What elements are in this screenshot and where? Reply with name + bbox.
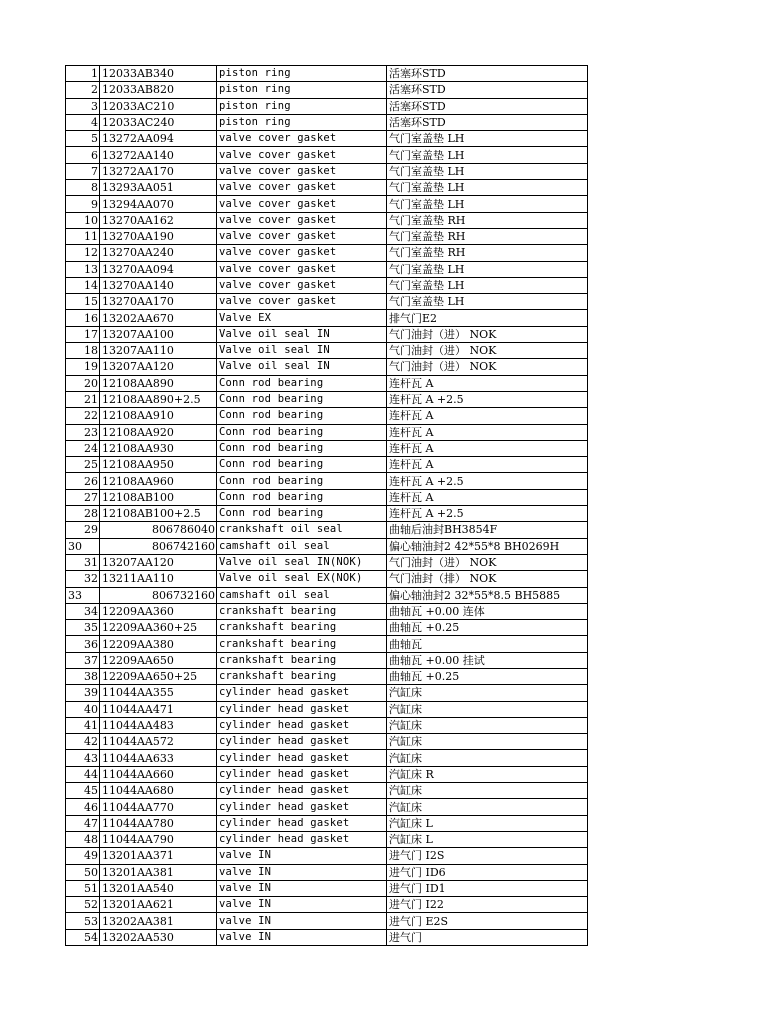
part-number-cell[interactable]: 12209AA650+25 — [100, 668, 217, 684]
chinese-name-cell[interactable]: 曲轴瓦 +0.25 — [387, 668, 588, 684]
chinese-name-cell[interactable]: 曲轴瓦 — [387, 636, 588, 652]
row-number-cell[interactable]: 10 — [66, 212, 100, 228]
english-name-cell[interactable]: valve cover gasket — [217, 261, 387, 277]
part-number-cell[interactable]: 13202AA530 — [100, 929, 217, 945]
english-name-cell[interactable]: cylinder head gasket — [217, 799, 387, 815]
chinese-name-cell[interactable]: 连杆瓦 A — [387, 375, 588, 391]
row-number-cell[interactable]: 52 — [66, 897, 100, 913]
table-row — [66, 783, 588, 799]
english-name-cell[interactable]: valve IN — [217, 864, 387, 880]
table-row — [66, 587, 588, 603]
english-name-cell[interactable]: cylinder head gasket — [217, 815, 387, 831]
table-row — [66, 522, 588, 538]
row-number-cell[interactable]: 46 — [66, 799, 100, 815]
chinese-name-cell[interactable]: 气门室盖垫 LH — [387, 180, 588, 196]
part-number-cell[interactable]: 13270AA162 — [100, 212, 217, 228]
row-number-cell[interactable]: 16 — [66, 310, 100, 326]
english-name-cell[interactable]: piston ring — [217, 82, 387, 98]
parts-table-body — [66, 66, 588, 946]
row-number-cell[interactable]: 23 — [66, 424, 100, 440]
chinese-name-cell[interactable]: 曲轴后油封BH3854F — [387, 522, 588, 538]
part-number-cell[interactable]: 12209AA650 — [100, 652, 217, 668]
row-number-cell[interactable]: 50 — [66, 864, 100, 880]
row-number-cell[interactable]: 41 — [66, 717, 100, 733]
english-name-cell[interactable]: Conn rod bearing — [217, 489, 387, 505]
chinese-name-cell[interactable]: 连杆瓦 A — [387, 424, 588, 440]
part-number-cell[interactable]: 12108AB100 — [100, 489, 217, 505]
english-name-cell[interactable]: valve cover gasket — [217, 180, 387, 196]
chinese-name-cell[interactable]: 气门室盖垫 RH — [387, 212, 588, 228]
table-row — [66, 571, 588, 587]
part-number-cell[interactable]: 806732160 — [100, 587, 217, 603]
row-number-cell[interactable]: 24 — [66, 440, 100, 456]
part-number-cell[interactable]: 13270AA240 — [100, 245, 217, 261]
table-row — [66, 98, 588, 114]
chinese-name-cell[interactable]: 气门室盖垫 LH — [387, 196, 588, 212]
table-row — [66, 66, 588, 82]
row-number-cell[interactable]: 9 — [66, 196, 100, 212]
row-number-cell[interactable]: 26 — [66, 473, 100, 489]
row-number-cell[interactable]: 5 — [66, 131, 100, 147]
english-name-cell[interactable]: valve IN — [217, 880, 387, 896]
english-name-cell[interactable]: crankshaft bearing — [217, 652, 387, 668]
row-number-cell[interactable]: 37 — [66, 652, 100, 668]
row-number-cell[interactable]: 30 — [66, 538, 100, 554]
table-row — [66, 408, 588, 424]
table-row — [66, 163, 588, 179]
table-row — [66, 440, 588, 456]
english-name-cell[interactable]: crankshaft oil seal — [217, 522, 387, 538]
table-row — [66, 277, 588, 293]
chinese-name-cell[interactable]: 进气门 E2S — [387, 913, 588, 929]
table-row — [66, 620, 588, 636]
row-number-cell[interactable]: 29 — [66, 522, 100, 538]
part-number-cell[interactable]: 13293AA051 — [100, 180, 217, 196]
english-name-cell[interactable]: valve IN — [217, 929, 387, 945]
table-row — [66, 294, 588, 310]
row-number-cell[interactable]: 22 — [66, 408, 100, 424]
english-name-cell[interactable]: Conn rod bearing — [217, 506, 387, 522]
table-row — [66, 538, 588, 554]
table-row — [66, 636, 588, 652]
table-row — [66, 815, 588, 831]
table-row — [66, 375, 588, 391]
part-number-cell[interactable]: 13270AA190 — [100, 228, 217, 244]
english-name-cell[interactable]: Conn rod bearing — [217, 408, 387, 424]
part-number-cell[interactable]: 12033AC240 — [100, 114, 217, 130]
chinese-name-cell[interactable]: 汽缸床 — [387, 750, 588, 766]
row-number-cell[interactable]: 42 — [66, 734, 100, 750]
part-number-cell[interactable]: 12108AA960 — [100, 473, 217, 489]
chinese-name-cell[interactable]: 汽缸床 L — [387, 831, 588, 847]
part-number-cell[interactable]: 12108AA920 — [100, 424, 217, 440]
part-number-cell[interactable]: 12108AB100+2.5 — [100, 506, 217, 522]
chinese-name-cell[interactable]: 气门室盖垫 LH — [387, 147, 588, 163]
table-row — [66, 180, 588, 196]
chinese-name-cell[interactable]: 活塞环STD — [387, 98, 588, 114]
row-number-cell[interactable]: 13 — [66, 261, 100, 277]
row-number-cell[interactable]: 14 — [66, 277, 100, 293]
english-name-cell[interactable]: cylinder head gasket — [217, 734, 387, 750]
english-name-cell[interactable]: Valve oil seal EX(NOK) — [217, 571, 387, 587]
part-number-cell[interactable]: 13211AA110 — [100, 571, 217, 587]
english-name-cell[interactable]: valve cover gasket — [217, 228, 387, 244]
chinese-name-cell[interactable]: 偏心轴油封2 32*55*8.5 BH5885 — [387, 587, 588, 603]
table-row — [66, 506, 588, 522]
part-number-cell[interactable]: 13201AA371 — [100, 848, 217, 864]
chinese-name-cell[interactable]: 活塞环STD — [387, 114, 588, 130]
row-number-cell[interactable]: 54 — [66, 929, 100, 945]
table-row — [66, 864, 588, 880]
chinese-name-cell[interactable]: 曲轴瓦 +0.00 挂试 — [387, 652, 588, 668]
table-row — [66, 228, 588, 244]
chinese-name-cell[interactable]: 汽缸床 — [387, 701, 588, 717]
part-number-cell[interactable]: 13207AA120 — [100, 554, 217, 570]
row-number-cell[interactable]: 18 — [66, 343, 100, 359]
row-number-cell[interactable]: 31 — [66, 554, 100, 570]
part-number-cell[interactable]: 11044AA355 — [100, 685, 217, 701]
english-name-cell[interactable]: Conn rod bearing — [217, 375, 387, 391]
table-row — [66, 603, 588, 619]
part-number-cell[interactable]: 12209AA380 — [100, 636, 217, 652]
part-number-cell[interactable]: 11044AA780 — [100, 815, 217, 831]
chinese-name-cell[interactable]: 气门室盖垫 RH — [387, 245, 588, 261]
chinese-name-cell[interactable]: 曲轴瓦 +0.00 连体 — [387, 603, 588, 619]
english-name-cell[interactable]: Valve oil seal IN — [217, 326, 387, 342]
part-number-cell[interactable]: 12209AA360 — [100, 603, 217, 619]
row-number-cell[interactable]: 32 — [66, 571, 100, 587]
english-name-cell[interactable]: Conn rod bearing — [217, 391, 387, 407]
part-number-cell[interactable]: 11044AA790 — [100, 831, 217, 847]
part-number-cell[interactable]: 11044AA660 — [100, 766, 217, 782]
chinese-name-cell[interactable]: 进气门 ID6 — [387, 864, 588, 880]
chinese-name-cell[interactable]: 气门室盖垫 LH — [387, 163, 588, 179]
part-number-cell[interactable]: 13294AA070 — [100, 196, 217, 212]
part-number-cell[interactable]: 11044AA633 — [100, 750, 217, 766]
chinese-name-cell[interactable]: 气门室盖垫 LH — [387, 294, 588, 310]
part-number-cell[interactable]: 13272AA140 — [100, 147, 217, 163]
english-name-cell[interactable]: cylinder head gasket — [217, 750, 387, 766]
row-number-cell[interactable]: 35 — [66, 620, 100, 636]
english-name-cell[interactable]: Valve oil seal IN(NOK) — [217, 554, 387, 570]
row-number-cell[interactable]: 33 — [66, 587, 100, 603]
table-row — [66, 799, 588, 815]
row-number-cell[interactable]: 19 — [66, 359, 100, 375]
chinese-name-cell[interactable]: 汽缸床 — [387, 685, 588, 701]
english-name-cell[interactable]: cylinder head gasket — [217, 701, 387, 717]
row-number-cell[interactable]: 39 — [66, 685, 100, 701]
chinese-name-cell[interactable]: 气门油封（进） NOK — [387, 554, 588, 570]
chinese-name-cell[interactable]: 连杆瓦 A — [387, 457, 588, 473]
row-number-cell[interactable]: 11 — [66, 228, 100, 244]
english-name-cell[interactable]: valve cover gasket — [217, 212, 387, 228]
table-row — [66, 147, 588, 163]
table-row — [66, 734, 588, 750]
chinese-name-cell[interactable]: 活塞环STD — [387, 66, 588, 82]
row-number-cell[interactable]: 20 — [66, 375, 100, 391]
chinese-name-cell[interactable]: 气门室盖垫 RH — [387, 228, 588, 244]
table-row — [66, 897, 588, 913]
english-name-cell[interactable]: crankshaft bearing — [217, 603, 387, 619]
table-row — [66, 359, 588, 375]
chinese-name-cell[interactable]: 进气门 I2S — [387, 848, 588, 864]
english-name-cell[interactable]: piston ring — [217, 66, 387, 82]
english-name-cell[interactable]: valve cover gasket — [217, 163, 387, 179]
part-number-cell[interactable]: 12108AA890+2.5 — [100, 391, 217, 407]
row-number-cell[interactable]: 27 — [66, 489, 100, 505]
english-name-cell[interactable]: camshaft oil seal — [217, 587, 387, 603]
row-number-cell[interactable]: 47 — [66, 815, 100, 831]
parts-table — [65, 65, 588, 946]
table-row — [66, 245, 588, 261]
english-name-cell[interactable]: Conn rod bearing — [217, 457, 387, 473]
table-row — [66, 310, 588, 326]
chinese-name-cell[interactable]: 汽缸床 L — [387, 815, 588, 831]
table-row — [66, 766, 588, 782]
part-number-cell[interactable]: 13207AA100 — [100, 326, 217, 342]
chinese-name-cell[interactable]: 气门油封（进） NOK — [387, 343, 588, 359]
english-name-cell[interactable]: valve IN — [217, 897, 387, 913]
table-row — [66, 668, 588, 684]
table-row — [66, 424, 588, 440]
table-row — [66, 750, 588, 766]
english-name-cell[interactable]: cylinder head gasket — [217, 783, 387, 799]
english-name-cell[interactable]: camshaft oil seal — [217, 538, 387, 554]
chinese-name-cell[interactable]: 排气门E2 — [387, 310, 588, 326]
row-number-cell[interactable]: 34 — [66, 603, 100, 619]
part-number-cell[interactable]: 12108AA910 — [100, 408, 217, 424]
english-name-cell[interactable]: Valve oil seal IN — [217, 343, 387, 359]
table-row — [66, 196, 588, 212]
row-number-cell[interactable]: 53 — [66, 913, 100, 929]
english-name-cell[interactable]: valve IN — [217, 848, 387, 864]
table-row — [66, 82, 588, 98]
table-row — [66, 261, 588, 277]
part-number-cell[interactable]: 12033AB340 — [100, 66, 217, 82]
row-number-cell[interactable]: 38 — [66, 668, 100, 684]
chinese-name-cell[interactable]: 气门室盖垫 LH — [387, 261, 588, 277]
english-name-cell[interactable]: crankshaft bearing — [217, 636, 387, 652]
table-row — [66, 652, 588, 668]
row-number-cell[interactable]: 48 — [66, 831, 100, 847]
chinese-name-cell[interactable]: 连杆瓦 A +2.5 — [387, 473, 588, 489]
english-name-cell[interactable]: crankshaft bearing — [217, 620, 387, 636]
row-number-cell[interactable]: 2 — [66, 82, 100, 98]
table-row — [66, 880, 588, 896]
chinese-name-cell[interactable]: 连杆瓦 A — [387, 408, 588, 424]
english-name-cell[interactable]: cylinder head gasket — [217, 766, 387, 782]
table-row — [66, 457, 588, 473]
part-number-cell[interactable]: 12033AB820 — [100, 82, 217, 98]
table-row — [66, 391, 588, 407]
part-number-cell[interactable]: 13270AA140 — [100, 277, 217, 293]
part-number-cell[interactable]: 13272AA094 — [100, 131, 217, 147]
row-number-cell[interactable]: 40 — [66, 701, 100, 717]
row-number-cell[interactable]: 4 — [66, 114, 100, 130]
chinese-name-cell[interactable]: 连杆瓦 A +2.5 — [387, 391, 588, 407]
row-number-cell[interactable]: 3 — [66, 98, 100, 114]
english-name-cell[interactable]: crankshaft bearing — [217, 668, 387, 684]
part-number-cell[interactable]: 12209AA360+25 — [100, 620, 217, 636]
row-number-cell[interactable]: 49 — [66, 848, 100, 864]
part-number-cell[interactable]: 11044AA483 — [100, 717, 217, 733]
chinese-name-cell[interactable]: 连杆瓦 A — [387, 440, 588, 456]
part-number-cell[interactable]: 13202AA381 — [100, 913, 217, 929]
part-number-cell[interactable]: 13272AA170 — [100, 163, 217, 179]
part-number-cell[interactable]: 12108AA930 — [100, 440, 217, 456]
chinese-name-cell[interactable]: 气门室盖垫 LH — [387, 277, 588, 293]
chinese-name-cell[interactable]: 汽缸床 — [387, 799, 588, 815]
chinese-name-cell[interactable]: 进气门 — [387, 929, 588, 945]
part-number-cell[interactable]: 13202AA670 — [100, 310, 217, 326]
row-number-cell[interactable]: 43 — [66, 750, 100, 766]
part-number-cell[interactable]: 12108AA950 — [100, 457, 217, 473]
chinese-name-cell[interactable]: 进气门 I22 — [387, 897, 588, 913]
english-name-cell[interactable]: Conn rod bearing — [217, 473, 387, 489]
table-row — [66, 114, 588, 130]
part-number-cell[interactable]: 11044AA471 — [100, 701, 217, 717]
table-row — [66, 326, 588, 342]
table-row — [66, 913, 588, 929]
row-number-cell[interactable]: 51 — [66, 880, 100, 896]
table-row — [66, 554, 588, 570]
chinese-name-cell[interactable]: 汽缸床 — [387, 717, 588, 733]
table-row — [66, 929, 588, 945]
chinese-name-cell[interactable]: 曲轴瓦 +0.25 — [387, 620, 588, 636]
english-name-cell[interactable]: valve cover gasket — [217, 147, 387, 163]
part-number-cell[interactable]: 13207AA110 — [100, 343, 217, 359]
chinese-name-cell[interactable]: 气门室盖垫 LH — [387, 131, 588, 147]
part-number-cell[interactable]: 13201AA540 — [100, 880, 217, 896]
part-number-cell[interactable]: 12033AC210 — [100, 98, 217, 114]
row-number-cell[interactable]: 45 — [66, 783, 100, 799]
chinese-name-cell[interactable]: 活塞环STD — [387, 82, 588, 98]
table-row — [66, 848, 588, 864]
english-name-cell[interactable]: Conn rod bearing — [217, 440, 387, 456]
english-name-cell[interactable]: valve cover gasket — [217, 277, 387, 293]
english-name-cell[interactable]: valve IN — [217, 913, 387, 929]
row-number-cell[interactable]: 12 — [66, 245, 100, 261]
chinese-name-cell[interactable]: 进气门 ID1 — [387, 880, 588, 896]
english-name-cell[interactable]: piston ring — [217, 114, 387, 130]
table-row — [66, 131, 588, 147]
row-number-cell[interactable]: 36 — [66, 636, 100, 652]
table-row — [66, 831, 588, 847]
english-name-cell[interactable]: cylinder head gasket — [217, 831, 387, 847]
row-number-cell[interactable]: 6 — [66, 147, 100, 163]
part-number-cell[interactable]: 11044AA572 — [100, 734, 217, 750]
chinese-name-cell[interactable]: 汽缸床 — [387, 783, 588, 799]
row-number-cell[interactable]: 21 — [66, 391, 100, 407]
chinese-name-cell[interactable]: 汽缸床 R — [387, 766, 588, 782]
table-row — [66, 489, 588, 505]
table-row — [66, 212, 588, 228]
part-number-cell[interactable]: 11044AA770 — [100, 799, 217, 815]
english-name-cell[interactable]: piston ring — [217, 98, 387, 114]
part-number-cell[interactable]: 11044AA680 — [100, 783, 217, 799]
part-number-cell[interactable]: 13201AA381 — [100, 864, 217, 880]
table-row — [66, 343, 588, 359]
table-row — [66, 473, 588, 489]
english-name-cell[interactable]: valve cover gasket — [217, 196, 387, 212]
row-number-cell[interactable]: 28 — [66, 506, 100, 522]
table-row — [66, 685, 588, 701]
row-number-cell[interactable]: 1 — [66, 66, 100, 82]
row-number-cell[interactable]: 7 — [66, 163, 100, 179]
chinese-name-cell[interactable]: 连杆瓦 A — [387, 489, 588, 505]
english-name-cell[interactable]: cylinder head gasket — [217, 717, 387, 733]
part-number-cell[interactable]: 13270AA170 — [100, 294, 217, 310]
english-name-cell[interactable]: Valve EX — [217, 310, 387, 326]
chinese-name-cell[interactable]: 气门油封（进） NOK — [387, 326, 588, 342]
part-number-cell[interactable]: 12108AA890 — [100, 375, 217, 391]
row-number-cell[interactable]: 25 — [66, 457, 100, 473]
chinese-name-cell[interactable]: 汽缸床 — [387, 734, 588, 750]
part-number-cell[interactable]: 13270AA094 — [100, 261, 217, 277]
part-number-cell[interactable]: 806786040 — [100, 522, 217, 538]
row-number-cell[interactable]: 17 — [66, 326, 100, 342]
english-name-cell[interactable]: Conn rod bearing — [217, 424, 387, 440]
english-name-cell[interactable]: valve cover gasket — [217, 245, 387, 261]
table-row — [66, 701, 588, 717]
chinese-name-cell[interactable]: 气门油封（排） NOK — [387, 571, 588, 587]
row-number-cell[interactable]: 15 — [66, 294, 100, 310]
row-number-cell[interactable]: 44 — [66, 766, 100, 782]
english-name-cell[interactable]: valve cover gasket — [217, 131, 387, 147]
row-number-cell[interactable]: 8 — [66, 180, 100, 196]
english-name-cell[interactable]: Valve oil seal IN — [217, 359, 387, 375]
part-number-cell[interactable]: 13207AA120 — [100, 359, 217, 375]
table-row — [66, 717, 588, 733]
english-name-cell[interactable]: cylinder head gasket — [217, 685, 387, 701]
chinese-name-cell[interactable]: 偏心轴油封2 42*55*8 BH0269H — [387, 538, 588, 554]
part-number-cell[interactable]: 806742160 — [100, 538, 217, 554]
part-number-cell[interactable]: 13201AA621 — [100, 897, 217, 913]
chinese-name-cell[interactable]: 气门油封（进） NOK — [387, 359, 588, 375]
chinese-name-cell[interactable]: 连杆瓦 A +2.5 — [387, 506, 588, 522]
english-name-cell[interactable]: valve cover gasket — [217, 294, 387, 310]
